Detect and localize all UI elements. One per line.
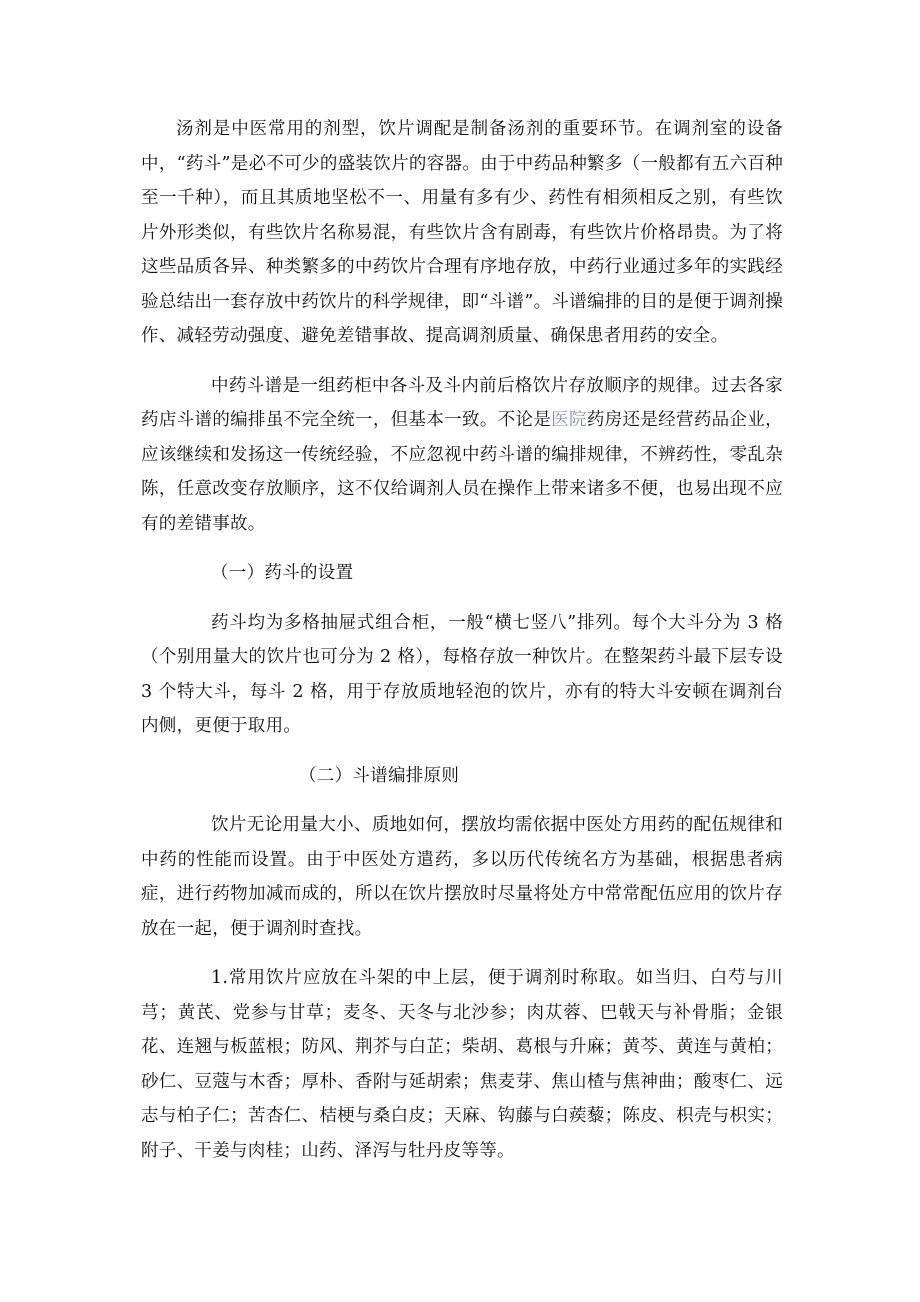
paragraph-doupu-definition (141, 369, 783, 542)
paragraph-doupu-text-after: 药房还是经营药品企业，应该继续和发扬这一传统经验，不应忽视中药斗谱的编排规律，不辨药性，零乱杂陈，任意改变存放顺序，这不仅给调剂人员在操作上带来诸多不便，也易出现不应有的差错事故。 (141, 410, 783, 534)
paragraph-intro: 汤剂是中医常用的剂型，饮片调配是制备汤剂的重要环节。在调剂室的设备中，“药斗”是必不可少的盛装饮片的容器。由于中药品种繁多（一般都有五六百种至一千种），而且其质地坚松不一、用量有多有少、药性有相须相反之别，有些饮片外形类似，有些饮片名称易混，有些饮片含有剧毒，有些饮片价格昂贵。为了将这些品质各异、种类繁多的中药饮片合理有序地存放，中药行业通过多年的实践经验总结出一套存放中药饮片的科学规律，即“斗谱”。斗谱编排的目的是便于调剂操作、减轻劳动强度、避免差错事故、提高调剂质量、确保患者用药的安全。 (141, 119, 783, 346)
hospital-link[interactable]: 医院 (551, 410, 587, 430)
section-heading-arrangement-principles: （二）斗谱编排原则 (299, 765, 460, 786)
document-page (141, 112, 783, 1168)
paragraph-doupu-text-before: 中药斗谱是一组药柜中各斗及斗内前后格饮片存放顺序的规律。过去各家药店斗谱的编排虽不完全统一，但基本一致。不论是 (141, 375, 783, 430)
paragraph-common-pieces: 1.常用饮片应放在斗架的中上层，便于调剂时称取。如当归、白芍与川芎；黄芪、党参与甘草；麦冬、天冬与北沙参；肉苁蓉、巴戟天与补骨脂；金银花、连翘与板蓝根；防风、荆芥与白芷；柴胡、葛根与升麻；黄芩、黄连与黄柏；砂仁、豆蔻与木香；厚朴、香附与延胡索；焦麦芽、焦山楂与焦神曲；酸枣仁、远志与柏子仁；苦杏仁、桔梗与桑白皮；天麻、钩藤与白蒺藜；陈皮、枳壳与枳实；附子、干姜与肉桂；山药、泽泻与牡丹皮等等。 (141, 968, 783, 1161)
section-heading-drawer-setup: （一）药斗的设置 (211, 563, 354, 583)
paragraph-drawer-setup: 药斗均为多格抽屉式组合柜，一般“横七竖八”排列。每个大斗分为 3 格（个别用量大的饮片也可分为 2 格），每格存放一种饮片。在整架药斗最下层专设 3 个特大斗，每斗 2 格，用于存放质地轻泡的饮片，亦有的特大斗安顿在调剂台内侧，更便于取用。 (141, 612, 783, 736)
paragraph-arrangement-principles: 饮片无论用量大小、质地如何，摆放均需依据中医处方用药的配伍规律和中药的性能而设置。由于中医处方遣药，多以历代传统名方为基础，根据患者病症，进行药物加减而成的，所以在饮片摆放时尽量将处方中常常配伍应用的饮片存放在一起，便于调剂时查找。 (141, 815, 783, 939)
